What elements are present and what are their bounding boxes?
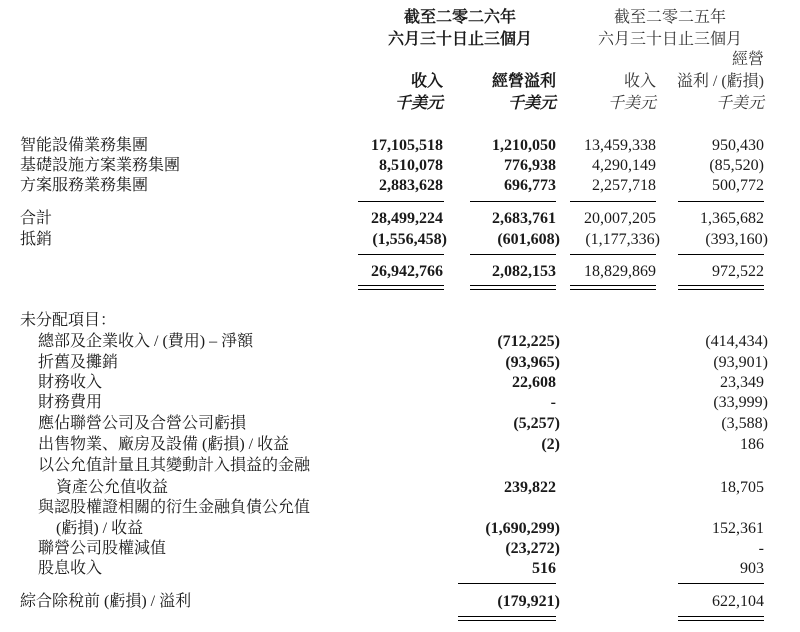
unallocated-item-op-2026: (5,257) [513, 415, 560, 432]
final-op-2026: (179,921) [497, 593, 560, 610]
rule [678, 254, 764, 255]
rule [470, 285, 556, 286]
unallocated-heading: 未分配項目： [20, 312, 117, 329]
rule [678, 289, 764, 290]
unallocated-item-op-2026: 516 [532, 560, 556, 577]
unit-rev-2026: 千美元 [394, 95, 443, 112]
unallocated-item-label: 聯營公司股權減值 [38, 540, 167, 557]
unallocated-item-op-2025: 903 [740, 560, 764, 577]
elimination-rev-2025: (1,177,336) [585, 231, 660, 248]
period-2026-line1: 截至二零二六年 [403, 9, 516, 26]
total-label: 合計 [20, 210, 53, 227]
unallocated-item-label: 股息收入 [38, 560, 103, 577]
segment-rev-2026: 2,883,628 [379, 177, 443, 194]
segment-rev-2025: 2,257,718 [592, 177, 656, 194]
net-op-2026: 2,082,153 [492, 263, 556, 280]
segment-label: 基礎設施方案業務集團 [20, 157, 181, 174]
rule [358, 201, 444, 202]
net-rev-2026: 26,942,766 [371, 263, 443, 280]
rule [678, 583, 764, 584]
rule [358, 289, 444, 290]
rule [358, 254, 444, 255]
segment-rev-2025: 4,290,149 [592, 157, 656, 174]
unallocated-item-op-2025: (33,999) [713, 394, 768, 411]
unallocated-item-op-2025: 18,705 [720, 479, 764, 496]
unallocated-item-op-2025: (414,434) [705, 333, 768, 350]
unallocated-item-op-2025: 23,349 [720, 374, 764, 391]
unallocated-item-op-2026: - [550, 394, 556, 411]
unallocated-item-op-2025: (93,901) [713, 354, 768, 371]
segment-op-2025: 500,772 [712, 177, 764, 194]
unallocated-item-op-2026: (1,690,299) [485, 520, 560, 537]
col-op-2026: 經營溢利 [491, 73, 556, 90]
segment-rev-2026: 8,510,078 [379, 157, 443, 174]
period-2025-line2: 六月三十日止三個月 [597, 31, 742, 48]
unallocated-item-label: 資產公允值收益 [56, 479, 169, 496]
rule [570, 289, 656, 290]
net-op-2025: 972,522 [712, 263, 764, 280]
unallocated-item-label: 財務收入 [38, 374, 103, 391]
unallocated-item-label: 出售物業、廠房及設備 (虧損) / 收益 [38, 436, 290, 453]
elimination-op-2025: (393,160) [705, 231, 768, 248]
total-op-2025: 1,365,682 [700, 210, 764, 227]
rule [470, 201, 556, 202]
segment-label: 智能設備業務集團 [20, 137, 149, 154]
col-op-2025-line2: 溢利 / (虧損) [676, 73, 764, 90]
rule [358, 285, 444, 286]
rule [678, 620, 764, 621]
unallocated-item-label: 總部及企業收入 / (費用) – 淨額 [38, 333, 254, 350]
unallocated-item-op-2026: (712,225) [497, 333, 560, 350]
net-rev-2025: 18,829,869 [584, 263, 656, 280]
rule [458, 620, 556, 621]
unallocated-item-op-2025: (3,588) [721, 415, 768, 432]
period-2026-line2: 六月三十日止三個月 [387, 31, 532, 48]
segment-rev-2025: 13,459,338 [584, 137, 656, 154]
period-2025-line1: 截至二零二五年 [613, 9, 726, 26]
unallocated-item-label: 以公允值計量且其變動計入損益的金融 [38, 457, 311, 474]
elimination-op-2026: (601,608) [497, 231, 560, 248]
unallocated-item-op-2025: 152,361 [712, 520, 764, 537]
elimination-label: 抵銷 [20, 231, 53, 248]
segment-op-2025: 950,430 [712, 137, 764, 154]
total-rev-2026: 28,499,224 [371, 210, 443, 227]
col-rev-2025: 收入 [623, 73, 656, 90]
unallocated-item-op-2026: (2) [541, 436, 560, 453]
unallocated-item-label: 與認股權證相關的衍生金融負債公允值 [38, 499, 311, 516]
rule [678, 616, 764, 617]
rule [678, 201, 764, 202]
unallocated-item-op-2026: 239,822 [504, 479, 556, 496]
elimination-rev-2026: (1,556,458) [372, 231, 447, 248]
final-op-2025: 622,104 [712, 593, 764, 610]
segment-op-2026: 696,773 [504, 177, 556, 194]
total-op-2026: 2,683,761 [492, 210, 556, 227]
unallocated-item-op-2025: 186 [740, 436, 764, 453]
unallocated-item-op-2026: (93,965) [505, 354, 560, 371]
segment-op-2026: 1,210,050 [492, 137, 556, 154]
segment-op-2025: (85,520) [709, 157, 764, 174]
rule [470, 254, 556, 255]
rule [458, 583, 556, 584]
rule [570, 285, 656, 286]
rule [458, 616, 556, 617]
unit-op-2025: 千美元 [715, 95, 764, 112]
unallocated-item-label: 財務費用 [38, 394, 103, 411]
unit-rev-2025: 千美元 [607, 95, 656, 112]
unallocated-item-op-2026: (23,272) [505, 540, 560, 557]
segment-op-2026: 776,938 [504, 157, 556, 174]
segment-rev-2026: 17,105,518 [371, 137, 443, 154]
unit-op-2026: 千美元 [507, 95, 556, 112]
total-rev-2025: 20,007,205 [584, 210, 656, 227]
rule [470, 289, 556, 290]
rule [678, 285, 764, 286]
final-label: 綜合除稅前 (虧損) / 溢利 [20, 593, 192, 610]
unallocated-item-op-2025: - [758, 540, 764, 557]
unallocated-item-label: 應佔聯營公司及合營公司虧損 [38, 415, 247, 432]
rule [570, 201, 656, 202]
col-op-2025-line1: 經營 [731, 51, 764, 68]
unallocated-item-label: (虧損) / 收益 [56, 520, 144, 537]
unallocated-item-op-2026: 22,608 [512, 374, 556, 391]
col-rev-2026: 收入 [410, 73, 443, 90]
segment-label: 方案服務業務集團 [20, 177, 149, 194]
rule [570, 254, 656, 255]
unallocated-item-label: 折舊及攤銷 [38, 354, 119, 371]
